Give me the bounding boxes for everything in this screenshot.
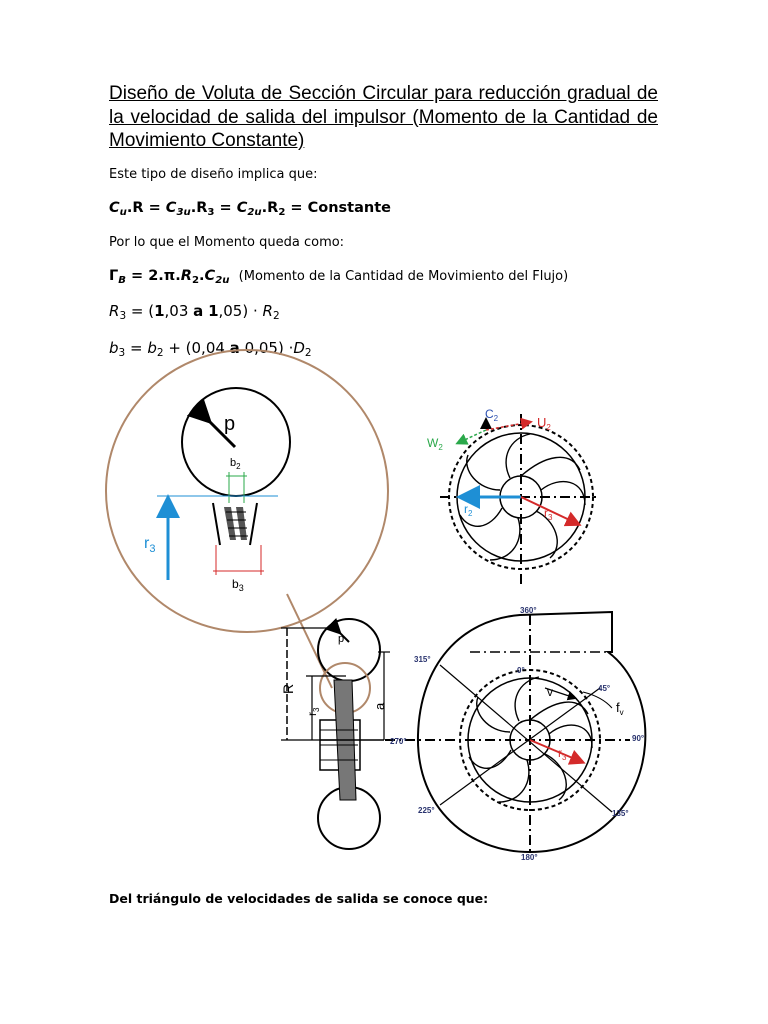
eq-sub: 2: [304, 347, 312, 360]
eq-text: + (0,04: [163, 339, 230, 357]
eq-text: 1: [208, 302, 219, 320]
deg-0: 0°: [517, 666, 525, 675]
label-v: v: [547, 685, 553, 699]
deg-270: 270°: [390, 737, 407, 746]
eq-sub: 3: [207, 207, 215, 219]
deg-45: 45°: [598, 684, 611, 693]
eq-b: b: [109, 339, 119, 357]
eq-c: C: [109, 200, 120, 216]
deg-135: 135°: [612, 809, 629, 818]
label-r3: $r_3$: [144, 535, 156, 555]
eq-text: = (: [126, 302, 155, 320]
label-u2: $U_2$: [537, 415, 551, 432]
label-a: a: [372, 702, 387, 710]
eq-text: 0,05) ·: [239, 339, 294, 357]
intro-text: Este tipo de diseño implica que:: [109, 167, 318, 182]
eq-d: D: [293, 339, 305, 357]
eq-text: = 2.π.: [125, 268, 181, 284]
deg-315: 315°: [414, 655, 431, 664]
eq-text: ,05) ·: [218, 302, 263, 320]
eq-sub: 3: [119, 310, 127, 323]
document-title: Diseño de Voluta de Sección Circular para reducción gradual de la velocidad de salida del impulsor (Momento de la Cantidad de Movimiento Constante): [109, 83, 658, 151]
eq-text: 1: [154, 302, 165, 320]
eq-c: C: [204, 268, 216, 284]
eq-note: (Momento de la Cantidad de Movimiento del Flujo): [238, 269, 569, 284]
eq-sub: 2: [272, 310, 280, 323]
section-view: [280, 619, 390, 849]
eq-text: =: [125, 339, 148, 357]
eq-c: C: [236, 200, 248, 216]
eq-sub: 2: [156, 347, 164, 360]
closing-text: Del triángulo de velocidades de salida se conoce que:: [109, 891, 489, 906]
label-b2: $b_2$: [230, 457, 241, 471]
detail-view: [106, 350, 388, 632]
eq-r: R: [180, 268, 192, 284]
eq-sub: 2u: [215, 275, 230, 287]
eq-sub: 2: [278, 207, 286, 219]
eq-sub: 2: [191, 275, 200, 287]
deg-360: 360°: [520, 606, 537, 615]
label-p-small: p: [338, 633, 345, 645]
eq-sub: u: [119, 207, 127, 219]
label-R: R: [280, 683, 296, 694]
label-c2: $C_2$: [485, 407, 499, 423]
eq-sub: 2u: [247, 207, 262, 219]
eq-sub: 3: [118, 347, 126, 360]
label-w2: $W_2$: [427, 436, 443, 452]
eq-text: .R: [261, 200, 279, 216]
eq-text: .R =: [126, 200, 166, 216]
deg-225: 225°: [418, 806, 435, 815]
label-r3: $r_3$: [544, 506, 553, 522]
eq-sub: 3u: [176, 207, 191, 219]
deg-180: 180°: [521, 853, 538, 862]
velocity-diagram: [427, 407, 600, 584]
label-p: p: [224, 413, 236, 435]
label-fv: $f_v$: [616, 700, 624, 717]
volute-view: [385, 606, 645, 862]
label-b3: $b_3$: [232, 577, 244, 593]
label-r3-volute: $r_3$: [558, 746, 567, 762]
label-r2: $r_2$: [464, 502, 473, 518]
moment-text: Por lo que el Momento queda como:: [109, 235, 345, 250]
label-r3-section: $r_3$: [305, 707, 321, 716]
eq-text: =: [214, 200, 237, 216]
eq-c: C: [165, 200, 177, 216]
eq-r: R: [109, 302, 120, 320]
eq-text: .R: [190, 200, 208, 216]
eq-sub: B: [118, 275, 126, 287]
equation-gamma: $\Gamma_B = 2.\pi.R_2.C_{2u}$ (Momento de la Cantidad de Movimiento del Flujo): [109, 268, 569, 287]
eq-gamma: Γ: [109, 268, 119, 284]
eq-b: b: [147, 339, 157, 357]
eq-text: a: [229, 339, 240, 357]
eq-text: a: [193, 302, 204, 320]
eq-text: = Constante: [285, 200, 391, 216]
deg-90: 90°: [632, 734, 645, 743]
eq-r: R: [262, 302, 273, 320]
eq-text: ,03: [164, 302, 194, 320]
